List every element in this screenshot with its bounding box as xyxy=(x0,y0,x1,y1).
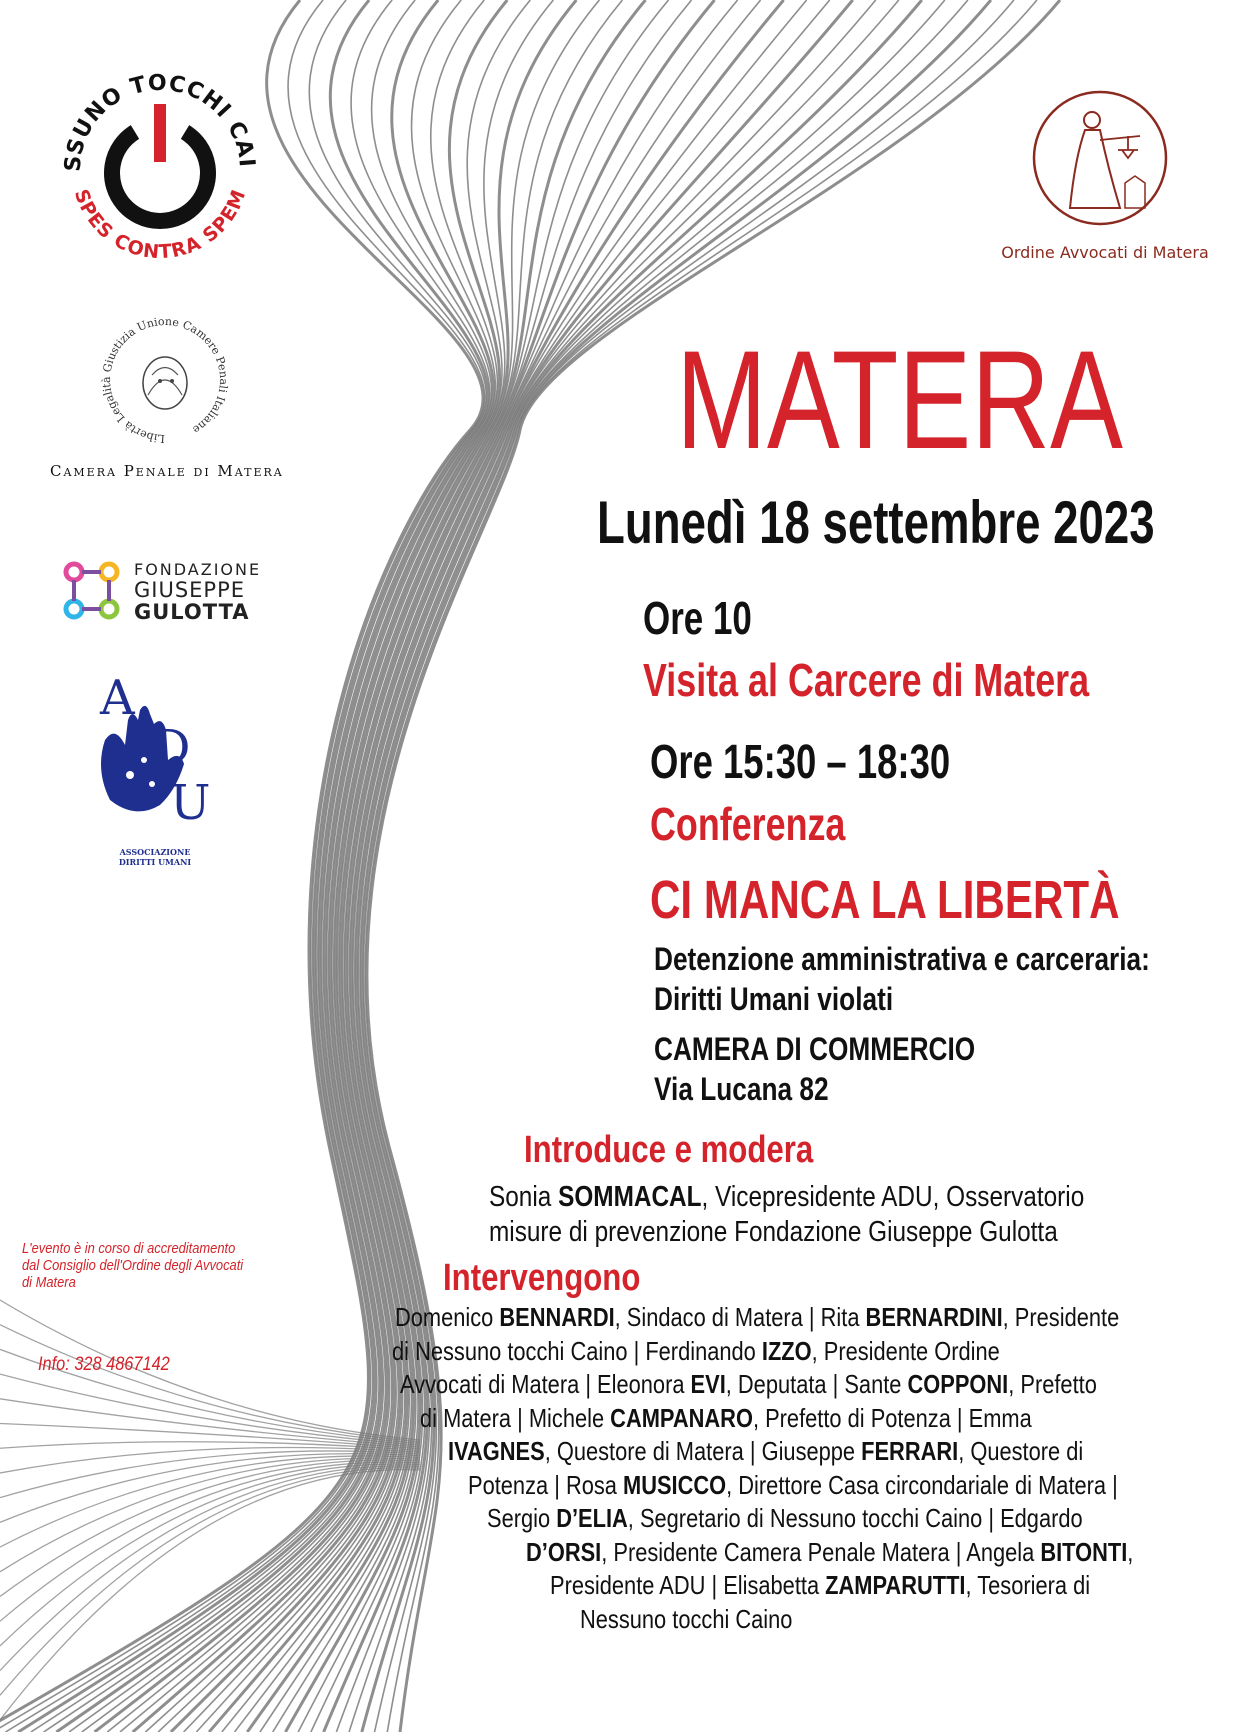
speaker-surname: FERRARI xyxy=(861,1436,959,1466)
time-morning: Ore 10 xyxy=(643,592,752,644)
ordine-avvocati-seal xyxy=(1030,88,1170,228)
conference-title: CI MANCA LA LIBERTÀ xyxy=(650,870,1120,930)
adu-caption-line2: DIRITTI UMANI xyxy=(118,857,192,867)
accreditation-line-2: dal Consiglio dell'Ordine degli Avvocati xyxy=(22,1257,244,1274)
speaker-surname: COPPONI xyxy=(907,1369,1009,1399)
conference-subtitle-1: Detenzione amministrativa e carceraria: xyxy=(654,941,1150,977)
nessuno-tocchi-caino-logo xyxy=(50,60,270,280)
event-conference: Conferenza xyxy=(650,798,846,850)
speaker-text: Potenza | Rosa xyxy=(468,1469,624,1500)
wave-line xyxy=(0,1462,420,1621)
speakers-line xyxy=(400,1367,1097,1402)
camera-penale-seal xyxy=(90,305,240,455)
speaker-text: , Prefetto xyxy=(1008,1369,1097,1399)
speakers-line xyxy=(395,1300,1119,1335)
justice-icon xyxy=(1030,88,1170,228)
fondazione-name xyxy=(134,560,261,623)
speaker-surname: ZAMPARUTTI xyxy=(825,1570,966,1600)
speaker-text: Avvocati di Matera | Eleonora xyxy=(400,1369,691,1399)
power-icon xyxy=(50,60,270,280)
adu-letter-u: U xyxy=(170,775,211,831)
fondazione-line2: GIUSEPPE xyxy=(134,578,246,602)
moderator-heading: Introduce e modera xyxy=(524,1129,814,1171)
camera-penale-ring-text: Libertà Legalità Giustizia Unione Camere Penali Italiane xyxy=(100,314,231,446)
adu-logo xyxy=(80,670,220,840)
speakers-line xyxy=(420,1401,1032,1436)
info-phone: Info: 328 4867142 xyxy=(38,1354,170,1375)
time-afternoon: Ore 15:30 – 18:30 xyxy=(650,736,951,789)
speaker-text: , xyxy=(1127,1536,1134,1567)
speakers-line xyxy=(468,1468,1118,1503)
speaker-surname: IZZO xyxy=(761,1335,812,1366)
speakers-line xyxy=(487,1501,1083,1536)
accreditation-note xyxy=(22,1240,279,1291)
event-date: Lunedì 18 settembre 2023 xyxy=(597,489,1155,556)
speakers-line xyxy=(580,1602,792,1637)
adu-letter-a: A xyxy=(100,670,135,726)
speaker-text: , Segretario di Nessuno tocchi Caino | Edgardo xyxy=(627,1503,1083,1533)
conference-subtitle-2: Diritti Umani violati xyxy=(654,981,894,1017)
speakers-line xyxy=(550,1568,1090,1603)
speaker-text: , Tesoriera di xyxy=(965,1570,1091,1600)
speaker-text: , Deputata | Sante xyxy=(725,1369,908,1399)
moderator-first-name: Sonia xyxy=(489,1181,559,1213)
speaker-surname: EVI xyxy=(690,1369,726,1399)
fondazione-rings-icon xyxy=(62,560,122,622)
speaker-surname: CAMPANARO xyxy=(610,1402,753,1433)
venue-name: CAMERA DI COMMERCIO xyxy=(654,1031,976,1067)
speakers-line xyxy=(392,1334,1000,1369)
speaker-surname: BENNARDI xyxy=(499,1302,615,1332)
speakers-heading: Intervengono xyxy=(443,1257,641,1299)
fondazione-line3: GULOTTA xyxy=(134,600,250,624)
camera-penale-caption: Camera Penale di Matera xyxy=(50,462,284,480)
accreditation-line-3: di Matera xyxy=(22,1274,76,1291)
speaker-surname: MUSICCO xyxy=(623,1469,727,1500)
speaker-text: Presidente ADU | Elisabetta xyxy=(550,1570,826,1600)
speaker-text: , Direttore Casa circondariale di Matera | xyxy=(726,1469,1118,1500)
moderator-role: , Vicepresidente ADU, Osservatorio xyxy=(701,1181,1085,1213)
speakers-line xyxy=(448,1434,1083,1469)
speaker-surname: D’ORSI xyxy=(526,1536,602,1567)
ordine-avvocati-caption: Ordine Avvocati di Matera xyxy=(1001,243,1209,262)
accreditation-line-1: L'evento è in corso di accreditamento xyxy=(22,1240,236,1257)
speaker-surname: BERNARDINI xyxy=(865,1302,1003,1332)
speaker-text: Nessuno tocchi Caino xyxy=(580,1603,793,1634)
speakers-line xyxy=(526,1535,1133,1570)
adu-caption-line1: ASSOCIAZIONE xyxy=(119,847,191,857)
venue-address: Via Lucana 82 xyxy=(654,1071,829,1107)
wave-line xyxy=(0,1325,420,1442)
speaker-text: Domenico xyxy=(395,1302,500,1332)
ntc-top-text: SSUNO TOCCHI CAI xyxy=(60,70,260,173)
adu-caption xyxy=(95,847,215,867)
ntc-bottom-text: SPES CONTRA SPEM xyxy=(69,186,251,264)
speaker-text: , Presidente Ordine xyxy=(811,1335,1000,1366)
speaker-text: , Sindaco di Matera | Rita xyxy=(614,1302,866,1332)
city-title: MATERA xyxy=(676,321,1123,478)
speaker-surname: IVAGNES xyxy=(448,1436,545,1466)
speaker-surname: BITONTI xyxy=(1040,1536,1128,1567)
speaker-text: Sergio xyxy=(487,1503,557,1533)
fondazione-line1: FONDAZIONE xyxy=(134,560,262,579)
speaker-text: , Questore di Matera | Giuseppe xyxy=(544,1436,862,1466)
moderator-line-2: misure di prevenzione Fondazione Giuseppe Gulotta xyxy=(489,1216,1058,1248)
adu-letter-d: D xyxy=(152,720,191,776)
speaker-text: , Presidente Camera Penale Matera | Angela xyxy=(601,1536,1041,1567)
speaker-surname: D’ELIA xyxy=(556,1503,628,1533)
event-visit: Visita al Carcere di Matera xyxy=(643,654,1090,706)
speaker-text: , Prefetto di Potenza | Emma xyxy=(752,1402,1032,1433)
speaker-text: , Questore di xyxy=(958,1436,1084,1466)
speaker-text: di Matera | Michele xyxy=(420,1402,611,1433)
speakers-list xyxy=(380,1300,1250,1660)
moderator-surname: SOMMACAL xyxy=(558,1181,702,1213)
speaker-text: , Presidente xyxy=(1002,1302,1120,1332)
moderator-line-1 xyxy=(489,1180,1084,1214)
speaker-text: di Nessuno tocchi Caino | Ferdinando xyxy=(392,1335,762,1366)
